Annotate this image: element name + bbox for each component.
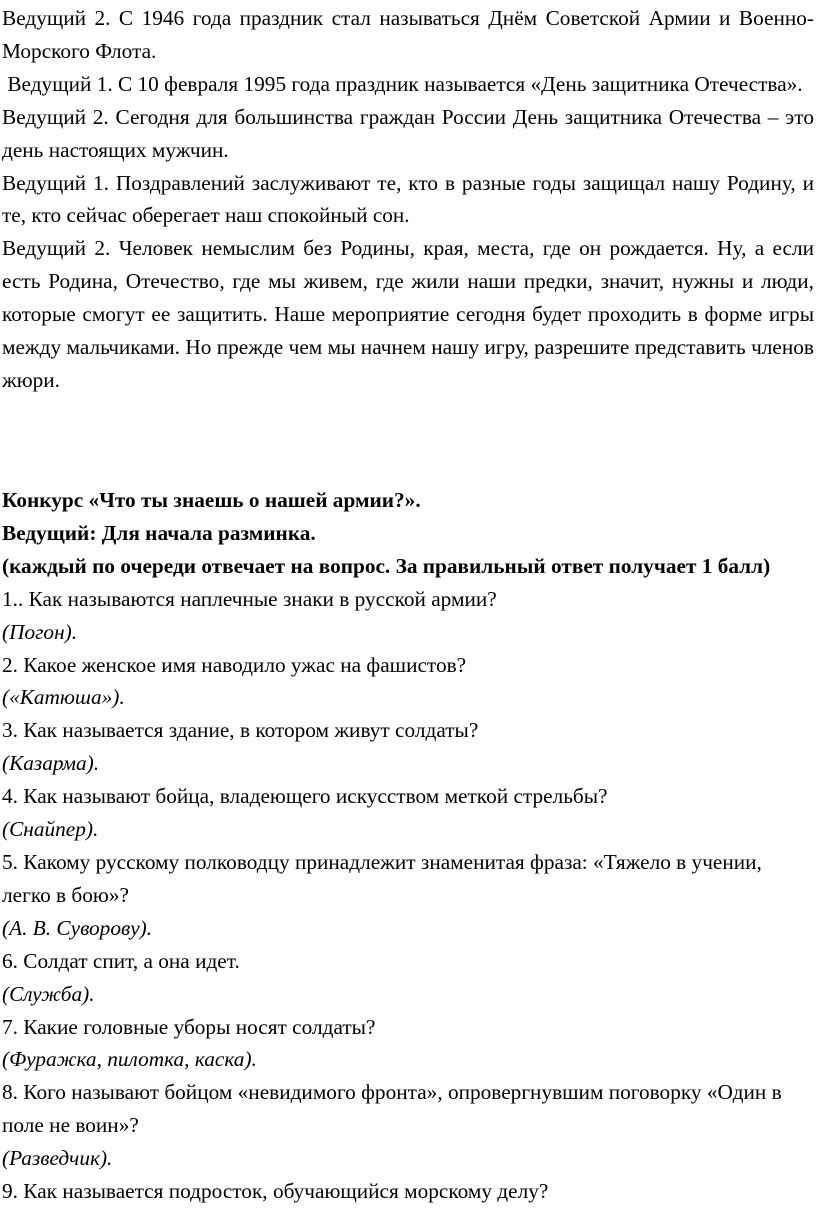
question-6: 6. Солдат спит, а она идет. [2, 948, 240, 973]
answer-1: (Погон). [2, 619, 78, 644]
question-5: 5. Какому русскому полководцу принадлежит знаменитая фраза: «Тяжело в учении, легко в бою»? [2, 849, 762, 907]
contest-section [2, 484, 814, 1208]
question-1: 1.. Как называются наплечные знаки в русской армии? [2, 586, 497, 611]
question-2: 2. Какое женское имя наводило ужас на фашистов? [2, 652, 467, 677]
answer-4: (Снайпер). [2, 817, 99, 842]
intro-paragraph-3: Ведущий 2. Сегодня для большинства граждан России День защитника Отечества – это день настоящих мужчин. [2, 104, 814, 162]
answer-7: (Фуражка, пилотка, каска). [2, 1047, 257, 1072]
intro-paragraph-2: Ведущий 1. С 10 февраля 1995 года праздник называется «День защитника Отечества». [2, 71, 803, 96]
question-9: 9. Как называется подросток, обучающийся морскому делу? [2, 1179, 549, 1204]
contest-host-line: Ведущий: Для начала разминка. [2, 520, 316, 545]
question-7: 7. Какие головные уборы носят солдаты? [2, 1014, 376, 1039]
answer-6: (Служба). [2, 981, 95, 1006]
contest-rules: (каждый по очереди отвечает на вопрос. За правильный ответ получает 1 балл) [2, 553, 771, 578]
answer-3: (Казарма). [2, 751, 100, 776]
answer-8: (Разведчик). [2, 1146, 113, 1171]
question-8: 8. Кого называют бойцом «невидимого фронта», опровергнувшим поговорку «Один в поле не воин»? [2, 1080, 782, 1138]
question-list [2, 583, 814, 1208]
question-4: 4. Как называют бойца, владеющего искусством меткой стрельбы? [2, 784, 608, 809]
intro-section [2, 2, 814, 397]
intro-paragraph-1: Ведущий 2. С 1946 года праздник стал называться Днём Советской Армии и Военно-Морского Флота. [2, 6, 814, 63]
answer-5: (А. В. Суворову). [2, 915, 153, 940]
contest-title: Конкурс «Что ты знаешь о нашей армии?». [2, 488, 421, 512]
answer-2: («Катюша»). [2, 685, 125, 710]
question-3: 3. Как называется здание, в котором живут солдаты? [2, 718, 479, 743]
intro-paragraph-5: Ведущий 2. Человек немыслим без Родины, края, места, где он рождается. Ну, а если есть Родина, Отечество, где мы живем, где жили наши предки, значит, нужны и люди, которые смогут ее защитить. Наше мероприятие сегодня будет проходить в форме игры между мальчиками. Но прежде чем мы начнем нашу игру, разрешите представить членов жюри. [2, 236, 814, 392]
intro-paragraph-4: Ведущий 1. Поздравлений заслуживают те, кто в разные годы защищал нашу Родину, и те, кто сейчас оберегает наш спокойный сон. [2, 170, 814, 228]
